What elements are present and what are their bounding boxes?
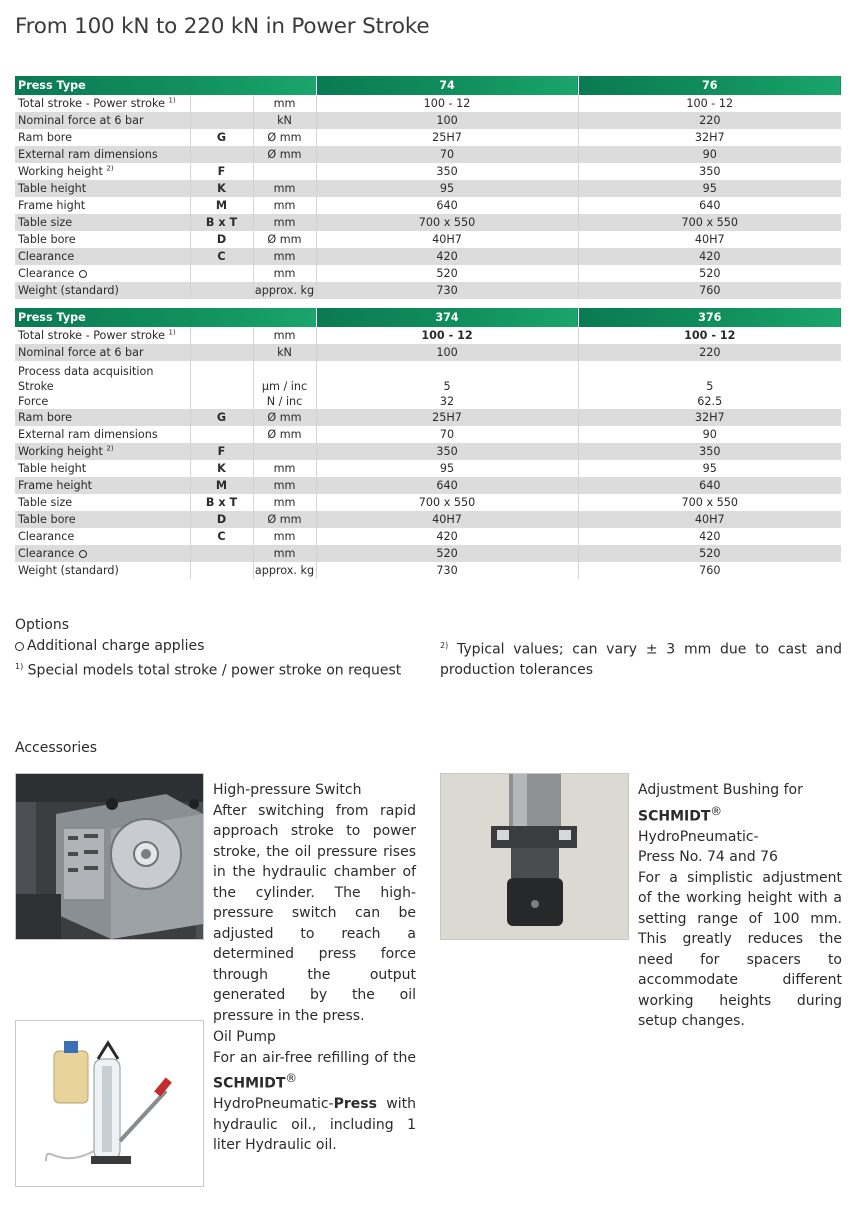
row-value-col1: 700 x 550 [316,214,578,231]
row-value-col2: 640 [578,197,841,214]
row-symbol: C [190,528,253,545]
row-symbol: F [190,443,253,460]
row-symbol: K [190,180,253,197]
row-unit: µm / inc N / inc [253,361,316,409]
high-pressure-switch-image [15,773,204,940]
row-symbol: D [190,511,253,528]
row-value-col1: 730 [316,282,578,299]
table-row [15,214,841,231]
row-value-376: 220 [578,344,841,361]
header-col-374: 374 [316,308,578,327]
row-value-col1: 350 [316,163,578,180]
row-value-col2: 520 [578,545,841,562]
row-label: Table height [15,180,190,197]
row-unit: approx. kg [254,284,315,297]
row-unit: Ø mm [253,146,316,163]
row-label: Working height $^{2)}$ [15,163,190,180]
row-value-col2: 420 [578,528,841,545]
row-symbol: F [190,163,253,180]
table-row [15,511,841,528]
row-unit [253,443,316,460]
row-value-col1: 520 [316,545,578,562]
table-row [15,112,841,129]
row-unit: Ø mm [253,511,316,528]
row-value-col1: 40H7 [316,511,578,528]
row-value-col1: 70 [316,146,578,163]
row-unit: Ø mm [253,409,316,426]
row-label: Clearance [15,265,190,282]
table-row [15,282,841,299]
high-pressure-switch-description: High-pressure Switch After switching from rapid approach stroke to power stroke, the oil pressure rises in the hydraulic chamber of the cylinder. The high-pressure switch can be adjusted to reach a determined press force through the output generated by the oil pressure in the press. [213,782,416,1024]
row-symbol [190,562,253,579]
row-unit: kN [253,344,316,361]
oil-pump-image [15,1020,204,1187]
table-row [15,265,841,282]
row-unit: mm [253,477,316,494]
row-symbol [190,282,253,299]
header-col-76: 76 [578,76,841,95]
row-value-374: 100 - 12 [316,327,578,344]
row-value-col2: 520 [578,265,841,282]
row-value-col2: 32H7 [578,129,841,146]
table-row [15,327,841,344]
row-unit: mm [253,248,316,265]
row-symbol: M [190,477,253,494]
row-unit: mm [253,460,316,477]
row-value-col2: 90 [578,146,841,163]
row-label: Total stroke - Power stroke $^{1)}$ [15,327,190,344]
row-value-col1: 100 - 12 [316,95,578,112]
row-symbol: B x T [190,494,253,511]
row-label: Table size [15,214,190,231]
row-label: Frame height [15,477,190,494]
row-value-col2: 700 x 550 [578,494,841,511]
row-value-col1: 70 [316,426,578,443]
table-row [15,460,841,477]
row-value-col1: 520 [316,265,578,282]
row-unit [253,163,316,180]
table-row [15,129,841,146]
row-value-col2: 760 [578,562,841,579]
table-row [15,180,841,197]
row-value-col2: 420 [578,248,841,265]
row-symbol: D [190,231,253,248]
table-row [15,426,841,443]
row-label: Ram bore [15,129,190,146]
row-label: Nominal force at 6 bar [15,344,190,361]
row-label: Frame hight [15,197,190,214]
table-row [15,409,841,426]
option-additional-charge: Additional charge applies [15,636,204,656]
row-unit: mm [253,95,316,112]
table-row [15,494,841,511]
row-symbol [190,265,253,282]
row-value-col2: 90 [578,426,841,443]
spec-table-374-376 [15,308,841,579]
row-value-374: 5 32 [316,361,578,409]
header-press-type: Press Type [15,308,316,327]
row-value-col1: 95 [316,180,578,197]
table-row [15,477,841,494]
row-symbol [190,545,253,562]
row-symbol [190,112,253,129]
row-unit: Ø mm [253,231,316,248]
footnote-1: $^{1)}$ Special models total stroke / power stroke on request [15,662,402,679]
table-row [15,146,841,163]
row-value-col1: 95 [316,460,578,477]
table-row [15,248,841,265]
row-value-col1: 420 [316,248,578,265]
row-label: Table height [15,460,190,477]
row-unit: mm [253,327,316,344]
row-value-col1: 730 [316,562,578,579]
accessory-name: High-pressure Switch [213,782,362,798]
row-value-col1: 25H7 [316,129,578,146]
row-symbol: G [190,129,253,146]
row-value-col2: 220 [578,112,841,129]
table-row [15,528,841,545]
row-label: Table bore [15,511,190,528]
footnote-2: $^{2)}$ Typical values; can vary ± 3 mm due to cast and production tolerances [440,641,842,678]
row-unit: kN [253,112,316,129]
row-value-col2: 100 - 12 [578,95,841,112]
options-title: Options [15,617,70,633]
header-press-type: Press Type [15,76,316,95]
row-unit: approx. kg [254,564,315,577]
row-value-col1: 350 [316,443,578,460]
circle-marker-icon [79,550,87,558]
table-row [15,197,841,214]
row-label: Table bore [15,231,190,248]
table-row [15,443,841,460]
row-symbol: M [190,197,253,214]
row-unit: Ø mm [253,129,316,146]
row-value-col2: 350 [578,443,841,460]
row-symbol [190,95,253,112]
table-row [15,163,841,180]
table-row [15,545,841,562]
table-row [15,562,841,579]
page-title: From 100 kN to 220 kN in Power Stroke [15,14,430,39]
row-unit: Ø mm [253,426,316,443]
circle-marker-icon [15,642,24,651]
row-value-col1: 640 [316,197,578,214]
row-value-col2: 32H7 [578,409,841,426]
row-value-col2: 95 [578,180,841,197]
circle-marker-icon [79,270,87,278]
accessory-name: Oil Pump [213,1029,276,1045]
table-header-row [15,76,841,95]
row-label: Working height $^{2)}$ [15,443,190,460]
row-label: Weight (standard) [15,282,190,299]
oil-pump-description: Oil Pump For an air-free refilling of the SCHMIDT® HydroPneumatic-Press with hydraulic oil., including 1 liter Hydraulic oil. [213,1029,416,1154]
row-value-col2: 640 [578,477,841,494]
row-value-col1: 25H7 [316,409,578,426]
table-header-row [15,308,841,327]
row-value-col2: 40H7 [578,231,841,248]
row-value-col2: 350 [578,163,841,180]
accessory-name: Adjustment Bushing for [638,782,803,798]
row-unit: mm [253,214,316,231]
spec-table-74-76 [15,76,841,299]
row-label: Process data acquisition Stroke Force [15,361,190,409]
row-label: External ram dimensions [15,146,190,163]
table-row [15,231,841,248]
row-label: Weight (standard) [15,562,190,579]
row-label: Nominal force at 6 bar [15,112,190,129]
row-value-col1: 100 [316,112,578,129]
header-col-74: 74 [316,76,578,95]
table-row [15,344,841,361]
row-symbol: G [190,409,253,426]
row-unit: mm [253,265,316,282]
row-symbol: K [190,460,253,477]
row-label: Table size [15,494,190,511]
row-value-376: 5 62.5 [578,361,841,409]
row-label: External ram dimensions [15,426,190,443]
row-label: Clearance [15,248,190,265]
row-value-376: 100 - 12 [578,327,841,344]
table-row [15,95,841,112]
row-label: Total stroke - Power stroke $^{1)}$ [15,95,190,112]
adjustment-bushing-image [440,773,629,940]
row-value-col1: 640 [316,477,578,494]
row-unit: mm [253,494,316,511]
row-value-col2: 95 [578,460,841,477]
row-unit: mm [253,197,316,214]
row-value-col2: 40H7 [578,511,841,528]
row-label: Clearance [15,545,190,562]
row-unit: mm [253,180,316,197]
row-value-col1: 420 [316,528,578,545]
row-symbol [190,426,253,443]
row-value-col1: 40H7 [316,231,578,248]
row-value-col2: 700 x 550 [578,214,841,231]
row-value-col1: 700 x 550 [316,494,578,511]
row-value-col2: 760 [578,282,841,299]
row-label: Clearance [15,528,190,545]
row-unit: mm [253,545,316,562]
row-value-374: 100 [316,344,578,361]
row-symbol: C [190,248,253,265]
row-symbol: B x T [190,214,253,231]
row-unit: mm [253,528,316,545]
adjustment-bushing-description: Adjustment Bushing for SCHMIDT® HydroPneumatic- Press No. 74 and 76 For a simplistic adjustment of the working height with a setting range of 100 mm. This greatly reduces the need for spacers to accommodate different working heights during setup changes. [638,782,842,1030]
header-col-376: 376 [578,308,841,327]
table-row-process-data [15,361,841,409]
row-label: Ram bore [15,409,190,426]
accessories-title: Accessories [15,740,98,756]
row-symbol [190,146,253,163]
